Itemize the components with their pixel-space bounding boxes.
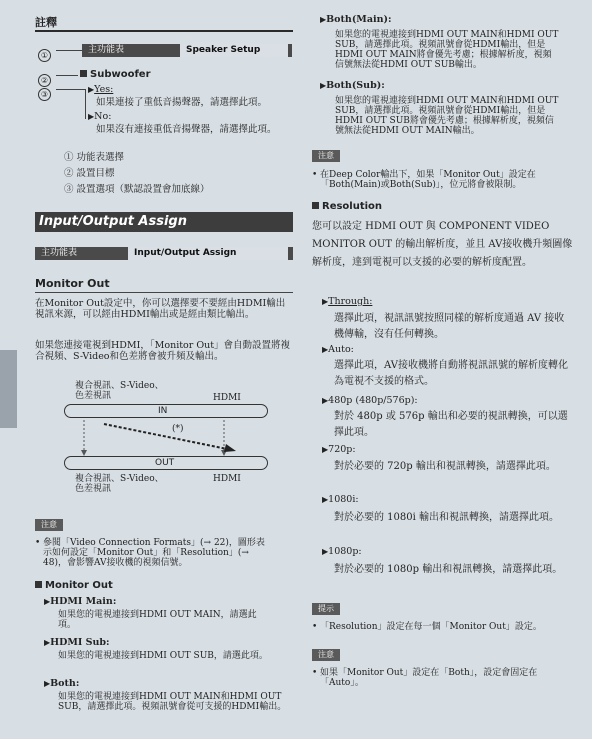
opt-through: ▶Through: [322,296,373,307]
note-tag-2: 注意 [312,649,340,661]
diagram-bottom-left: 複合視訊、S-Video、 色差視訊 [75,474,164,494]
out-label: OUT [155,458,175,468]
monitor-out-title: Monitor Out [35,277,110,290]
opt-720p: ▶720p: [322,444,356,455]
item-both-main: ▶Both(Main): [320,14,392,25]
yes-option: ▶Yes: [88,84,114,95]
item-both-text: 如果您的電視連接到HDMI OUT MAIN和HDMI OUT SUB，請選擇此項。視頻訊號會從可支援的HDMI輸出。 [58,692,287,712]
diagram-bottom-right: HDMI [213,474,241,484]
opt-1080i-text: 對於必要的 1080i 輸出和視訊轉換，請選擇此項。 [334,512,560,523]
monitor-out-rule [35,292,293,293]
note-1: • 在Deep Color輸出下，如果「Monitor Out」設定在「Both(Main)或Both(Sub)」，位元將會被限制。 [312,170,536,190]
opt-480p-text: 對於 480p 或 576p 輸出和必要的視訊轉換，可以選擇此項。 [334,411,568,438]
item-hdmi-sub: ▶HDMI Sub: [44,637,110,648]
item-both-sub: ▶Both(Sub): [320,80,385,91]
menu-bar: 主功能表 [82,44,292,57]
in-label: IN [158,406,168,416]
callout-2-line [56,75,78,76]
note-2: • 如果「Monitor Out」設定在「Both」，設定會固定在「Auto」。 [312,668,538,688]
note-tag: 注意 [35,519,63,531]
note-text: • 參閱「Video Connection Formats」(→ 22)，圖形表示如何設定「Monitor Out」和「Resolution」(→ 48)，會影響AV接收機的視頻信號。 [35,538,265,568]
side-tab [0,350,17,428]
item-both-main-text: 如果您的電視連接到HDMI OUT MAIN和HDMI OUT SUB，請選擇此項。視頻訊號會從HDMI輸出，但是HDMI OUT MAIN將會優先考慮；根據解析度，視頻信號無法從HDMI OUT SUB輸出。 [335,30,559,70]
resolution-heading: Resolution [312,201,382,212]
menu-tab: Speaker Setup [180,44,288,57]
callout-2: ② [38,68,51,87]
note-title: 註釋 [35,16,57,29]
opt-auto-text: 選擇此項，AV接收機將自動將視訊訊號的解析度轉化為電視不支援的格式。 [334,360,568,387]
opt-1080p: ▶1080p: [322,546,362,557]
tip-text: • 「Resolution」設定在每一個「Monitor Out」設定。 [312,622,542,632]
section-title: Input/Output Assign [35,212,293,232]
diagram-top-right: HDMI [213,393,241,403]
item-hdmi-sub-text: 如果您的電視連接到HDMI OUT SUB，請選此項。 [58,651,268,661]
item-both-sub-text: 如果您的電視連接到HDMI OUT MAIN和HDMI OUT SUB，請選擇此項。視頻訊號會從HDMI輸出，但是HDMI OUT SUB將會優先考慮；根據解析度，視頻信號無法從HDMI OUT MAIN輸出。 [335,96,559,136]
item-hdmi-main-text: 如果您的電視連接到HDMI OUT MAIN，請選此項。 [58,610,257,630]
callout-3: ③ [38,82,51,101]
menu-bar-2: 主功能表 [35,247,293,260]
resolution-para: 您可以設定 HDMI OUT 與 COMPONENT VIDEO MONITOR OUT 的輸出解析度，並且 AV接收機升頻圖像解析度，達到電視可以支援的必要的解析度配置。 [312,221,573,268]
tip-tag: 提示 [312,603,340,615]
para-2: 如果您連接電視到HDMI，「Monitor Out」會自動設置將複合視頻、S-Video和色差將會被升頻及輸出。 [35,340,291,362]
opt-720p-text: 對於必要的 720p 輸出和視訊轉換，請選擇此項。 [334,461,556,472]
title-rule [35,30,293,32]
legend-2: ② 設置目標 [64,168,115,179]
subwoofer-label: Subwoofer [80,69,151,80]
menu-tab-2: Input/Output Assign [128,247,288,260]
opt-auto: ▶Auto: [322,344,354,355]
para-1: 在Monitor Out設定中，你可以選擇要不要經由HDMI輸出視訊來源，可以經由HDMI輸出或是經由類比輸出。 [35,298,286,320]
callout-3-bracket [56,89,86,119]
legend-3: ③ 設置選項（默認設置會加底線） [64,184,210,195]
opt-480p: ▶480p (480p/576p): [322,395,418,406]
legend-1: ① 功能表選擇 [64,152,125,163]
opt-through-text: 選擇此項，視訊訊號按照同樣的解析度通過 AV 接收機傳輸，沒有任何轉換。 [334,313,565,340]
note-tag-1: 注意 [312,150,340,162]
diagram-top-left: 複合視訊、S-Video、 色差視訊 [75,381,164,401]
no-option: ▶No: [88,111,112,122]
diagram-star: (*) [172,424,184,434]
callout-1-line [56,50,82,51]
callout-1: ① [38,43,51,62]
opt-1080p-text: 對於必要的 1080p 輸出和視訊轉換，請選擇此項。 [334,564,563,575]
item-both: ▶Both: [44,678,80,689]
opt-1080i: ▶1080i: [322,494,359,505]
monitor-out-heading: Monitor Out [35,580,113,591]
no-text: 如果沒有連接重低音揚聲器，請選擇此項。 [96,124,277,135]
yes-text: 如果連接了重低音揚聲器，請選擇此項。 [96,97,268,108]
item-hdmi-main: ▶HDMI Main: [44,596,117,607]
diagram-arrows [64,418,268,458]
